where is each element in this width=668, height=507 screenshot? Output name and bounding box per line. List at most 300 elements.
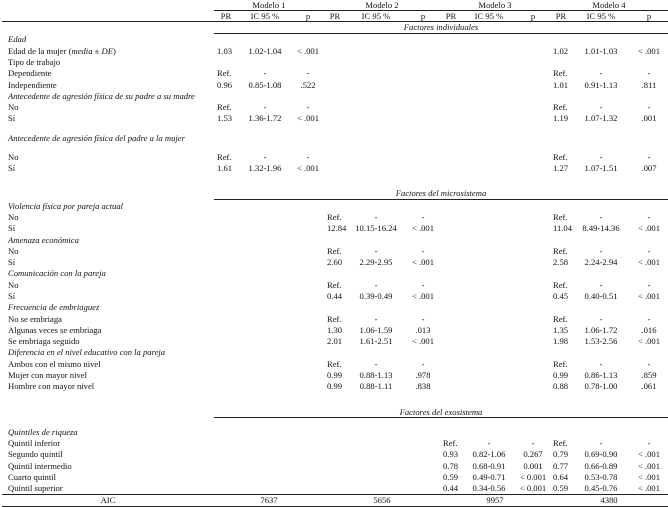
empty-cell bbox=[462, 257, 516, 268]
cell-pr: 12.84 bbox=[327, 223, 347, 234]
cell-ic: - bbox=[599, 152, 603, 163]
table-row bbox=[2, 79, 668, 90]
empty-cell bbox=[238, 325, 292, 336]
cell-ic: 1.07-1.32 bbox=[584, 113, 618, 124]
empty-cell bbox=[238, 460, 292, 471]
cell-ic: 0.68-0.91 bbox=[472, 460, 506, 471]
col-ic: IC 95 % bbox=[238, 11, 292, 22]
cell-p: .001 bbox=[641, 113, 657, 124]
empty-cell bbox=[462, 113, 516, 124]
empty-cell bbox=[324, 460, 346, 471]
cell-ic: - bbox=[374, 313, 378, 324]
cell-ic: 0.82-1.06 bbox=[472, 449, 506, 460]
empty-cell bbox=[214, 438, 238, 449]
empty-cell bbox=[292, 381, 324, 392]
regression-results-table bbox=[2, 0, 668, 507]
row-label: Mujer con mayor nivel bbox=[8, 370, 87, 381]
cell-p: .838 bbox=[415, 381, 431, 392]
empty-cell bbox=[292, 245, 324, 256]
aic-label: AIC bbox=[2, 495, 214, 507]
empty-cell bbox=[324, 483, 346, 495]
empty-cell bbox=[516, 325, 550, 336]
empty-cell bbox=[292, 291, 324, 302]
empty-cell bbox=[292, 212, 324, 223]
empty-cell bbox=[238, 245, 292, 256]
empty-cell bbox=[214, 358, 238, 369]
cell-pr: Ref. bbox=[217, 68, 232, 79]
cell-pr: 0.59 bbox=[553, 483, 569, 494]
blank-cell bbox=[2, 188, 214, 200]
col-p: p bbox=[516, 11, 550, 22]
cell-ic: 1.06-1.72 bbox=[584, 324, 618, 335]
empty-cell bbox=[214, 472, 238, 483]
model-1-header: Modelo 1 bbox=[214, 0, 324, 11]
category-label: Amenaza económica bbox=[8, 234, 79, 245]
label-media: media bbox=[71, 45, 93, 56]
empty-cell bbox=[324, 79, 346, 90]
category-row bbox=[2, 234, 668, 245]
cell-pr: 0.99 bbox=[327, 381, 343, 392]
empty-cell bbox=[516, 358, 550, 369]
row-label: No bbox=[8, 152, 19, 163]
empty-cell bbox=[516, 212, 550, 223]
empty-cell bbox=[346, 113, 406, 124]
section-title-micro: Factores del microsistema bbox=[214, 188, 668, 200]
empty-cell bbox=[238, 438, 292, 449]
cell-p: < .001 bbox=[637, 336, 661, 347]
empty-cell bbox=[440, 113, 462, 124]
aic-value-model-2: 5656 bbox=[324, 495, 440, 507]
row-label: Algunas veces se embriaga bbox=[8, 324, 102, 335]
col-pr: PR bbox=[214, 11, 238, 22]
empty-cell bbox=[406, 460, 440, 471]
col-pr: PR bbox=[324, 11, 346, 22]
table-row bbox=[2, 483, 668, 495]
row-label: Sí bbox=[8, 113, 16, 124]
empty-cell bbox=[462, 223, 516, 234]
cell-ic: - bbox=[599, 437, 603, 448]
row-label: No bbox=[8, 245, 19, 256]
model-4-header: Modelo 4 bbox=[550, 0, 668, 11]
table-row bbox=[2, 257, 668, 268]
empty-cell bbox=[516, 381, 550, 392]
row-label: No se embriaga bbox=[8, 313, 62, 324]
empty-cell bbox=[292, 472, 324, 483]
blank-cell bbox=[2, 22, 214, 34]
cell-pr: 1.53 bbox=[217, 113, 233, 124]
label-prefix: Edad de la mujer ( bbox=[8, 45, 72, 56]
blank-cell bbox=[2, 406, 214, 418]
category-row bbox=[2, 200, 668, 212]
cell-ic: 0.66-0.89 bbox=[584, 460, 618, 471]
cell-ic: 8.49-14.36 bbox=[582, 223, 620, 234]
cell-ic: - bbox=[374, 279, 378, 290]
empty-cell bbox=[214, 325, 238, 336]
cell-ic: 10.15-16.24 bbox=[355, 223, 397, 234]
cell-ic: 1.02-1.04 bbox=[248, 45, 282, 56]
cell-p: - bbox=[647, 437, 651, 448]
cell-pr: 0.44 bbox=[327, 290, 343, 301]
empty-cell bbox=[238, 291, 292, 302]
table-row bbox=[2, 291, 668, 302]
cell-p: - bbox=[421, 211, 425, 222]
row-label: No bbox=[8, 211, 19, 222]
empty-cell bbox=[462, 325, 516, 336]
cell-p: - bbox=[421, 313, 425, 324]
cell-pr: Ref. bbox=[327, 358, 342, 369]
empty-cell bbox=[238, 336, 292, 347]
model-2-header: Modelo 2 bbox=[324, 0, 440, 11]
col-ic: IC 95 % bbox=[572, 11, 630, 22]
empty-cell bbox=[238, 483, 292, 495]
label-suffix: ) bbox=[112, 45, 116, 56]
table-row bbox=[2, 45, 668, 56]
cell-ic: 2.29-2.95 bbox=[359, 257, 393, 268]
cell-p: < .001 bbox=[411, 257, 435, 268]
row-label: Quintil inferior bbox=[8, 437, 61, 448]
empty-cell bbox=[214, 483, 238, 495]
empty-cell bbox=[324, 68, 346, 79]
empty-cell bbox=[516, 79, 550, 90]
empty-cell bbox=[214, 449, 238, 460]
cell-pr: 2.58 bbox=[553, 257, 569, 268]
cell-pr: 0.96 bbox=[217, 79, 233, 90]
empty-cell bbox=[238, 370, 292, 381]
table-row bbox=[2, 358, 668, 369]
cell-p: - bbox=[421, 245, 425, 256]
cell-ic: - bbox=[487, 437, 491, 448]
cell-p: .859 bbox=[641, 370, 657, 381]
row-label: Sí bbox=[8, 290, 16, 301]
cell-ic: 0.69-0.90 bbox=[584, 449, 618, 460]
empty-cell bbox=[214, 223, 238, 234]
empty-cell bbox=[516, 291, 550, 302]
cell-pr: Ref. bbox=[553, 245, 568, 256]
empty-cell bbox=[324, 449, 346, 460]
empty-cell bbox=[346, 438, 406, 449]
table-row bbox=[2, 152, 668, 163]
col-p: p bbox=[406, 11, 440, 22]
cell-pr: Ref. bbox=[553, 279, 568, 290]
cell-pr: 0.44 bbox=[443, 483, 459, 494]
empty-cell bbox=[462, 370, 516, 381]
empty-cell bbox=[440, 257, 462, 268]
empty-cell bbox=[346, 152, 406, 163]
empty-cell bbox=[440, 102, 462, 113]
empty-cell bbox=[346, 483, 406, 495]
cell-p: - bbox=[647, 245, 651, 256]
empty-cell bbox=[292, 358, 324, 369]
cell-pr: Ref. bbox=[553, 211, 568, 222]
table-row bbox=[2, 460, 668, 471]
cell-p: .061 bbox=[641, 381, 657, 392]
table-row bbox=[2, 370, 668, 381]
cell-pr: Ref. bbox=[443, 437, 458, 448]
cell-ic: 1.07-1.51 bbox=[584, 163, 618, 174]
empty-cell bbox=[516, 245, 550, 256]
cell-p: .013 bbox=[415, 324, 431, 335]
cell-pr: 1.98 bbox=[553, 336, 569, 347]
empty-cell bbox=[516, 68, 550, 79]
cell-ic: 1.32-1.96 bbox=[248, 163, 282, 174]
empty-cell bbox=[406, 113, 440, 124]
cell-pr: 1.35 bbox=[553, 324, 569, 335]
cell-pr: 0.93 bbox=[443, 449, 459, 460]
cell-pr: Ref. bbox=[553, 102, 568, 113]
category-row bbox=[2, 268, 668, 279]
empty-cell bbox=[346, 102, 406, 113]
cell-pr: 0.45 bbox=[553, 290, 569, 301]
cell-ic: - bbox=[599, 313, 603, 324]
cell-pr: 0.99 bbox=[553, 370, 569, 381]
row-label: Hombre con mayor nivel bbox=[8, 381, 95, 392]
cell-p: .016 bbox=[641, 324, 657, 335]
empty-cell bbox=[346, 460, 406, 471]
empty-cell bbox=[346, 472, 406, 483]
col-ic: IC 95 % bbox=[346, 11, 406, 22]
cell-ic: 0.39-0.49 bbox=[359, 290, 393, 301]
empty-cell bbox=[238, 223, 292, 234]
empty-cell bbox=[292, 460, 324, 471]
cell-p: < .001 bbox=[637, 460, 661, 471]
cell-ic: 1.53-2.56 bbox=[584, 336, 618, 347]
empty-cell bbox=[214, 313, 238, 324]
empty-cell bbox=[516, 313, 550, 324]
category-label: Diferencia en el nivel educativo con la pareja bbox=[8, 347, 166, 358]
cell-p: < .001 bbox=[637, 471, 661, 482]
cell-pr: 2.01 bbox=[327, 336, 343, 347]
empty-cell bbox=[292, 438, 324, 449]
cell-p: < .001 bbox=[296, 45, 320, 56]
cell-p: .522 bbox=[300, 79, 316, 90]
cell-pr: Ref. bbox=[553, 358, 568, 369]
empty-cell bbox=[214, 370, 238, 381]
cell-ic: 1.06-1.59 bbox=[359, 324, 393, 335]
empty-cell bbox=[324, 102, 346, 113]
cell-ic: 1.01-1.03 bbox=[584, 45, 618, 56]
table-row bbox=[2, 336, 668, 347]
category-label: Frecuencia de embriaguez bbox=[8, 302, 100, 313]
empty-cell bbox=[238, 449, 292, 460]
section-row bbox=[2, 22, 668, 34]
empty-cell bbox=[462, 313, 516, 324]
cell-p: - bbox=[306, 102, 310, 113]
empty-cell bbox=[214, 336, 238, 347]
row-label: Sí bbox=[8, 163, 16, 174]
empty-cell bbox=[214, 460, 238, 471]
empty-cell bbox=[324, 472, 346, 483]
empty-cell bbox=[292, 336, 324, 347]
col-pr: PR bbox=[440, 11, 462, 22]
cell-ic: 0.86-1.13 bbox=[584, 370, 618, 381]
empty-cell bbox=[440, 245, 462, 256]
empty-cell bbox=[346, 163, 406, 174]
aic-value-model-1: 7637 bbox=[214, 495, 324, 507]
cell-p: < 0.001 bbox=[519, 483, 547, 494]
empty-cell bbox=[238, 257, 292, 268]
subheading-row bbox=[2, 57, 668, 68]
empty-cell bbox=[238, 313, 292, 324]
empty-cell bbox=[238, 358, 292, 369]
empty-cell bbox=[440, 212, 462, 223]
cell-ic: 2.24-2.94 bbox=[584, 257, 618, 268]
cell-ic: - bbox=[599, 245, 603, 256]
cell-ic: 0.34-0.56 bbox=[472, 483, 506, 494]
cell-p: < .001 bbox=[637, 483, 661, 494]
empty-cell bbox=[462, 212, 516, 223]
empty-cell bbox=[292, 257, 324, 268]
empty-cell bbox=[462, 381, 516, 392]
empty-cell bbox=[292, 279, 324, 290]
empty-cell bbox=[346, 68, 406, 79]
cell-p: - bbox=[647, 279, 651, 290]
category-row bbox=[2, 34, 668, 46]
empty-cell bbox=[516, 163, 550, 174]
column-header-row bbox=[2, 11, 668, 22]
row-label: Independiente bbox=[8, 79, 57, 90]
table-row bbox=[2, 212, 668, 223]
table-row bbox=[2, 113, 668, 124]
row-label: Quintil intermedio bbox=[8, 460, 72, 471]
cell-pr: Ref. bbox=[327, 211, 342, 222]
empty-cell bbox=[214, 212, 238, 223]
empty-cell bbox=[214, 257, 238, 268]
cell-pr: 0.59 bbox=[443, 471, 459, 482]
empty-cell bbox=[516, 102, 550, 113]
empty-cell bbox=[292, 325, 324, 336]
cell-p: - bbox=[306, 152, 310, 163]
empty-cell bbox=[324, 113, 346, 124]
cell-pr: 1.01 bbox=[553, 79, 569, 90]
empty-cell bbox=[462, 102, 516, 113]
empty-cell bbox=[406, 483, 440, 495]
table-row bbox=[2, 279, 668, 290]
empty-cell bbox=[462, 152, 516, 163]
empty-cell bbox=[440, 313, 462, 324]
cell-p: .978 bbox=[415, 370, 431, 381]
category-label: Quintiles de riqueza bbox=[8, 426, 78, 437]
empty-cell bbox=[440, 163, 462, 174]
row-label: No bbox=[8, 102, 19, 113]
row-label: Segundo quintil bbox=[8, 449, 63, 460]
empty-cell bbox=[406, 449, 440, 460]
empty-cell bbox=[238, 279, 292, 290]
cell-p: .811 bbox=[641, 79, 657, 90]
empty-cell bbox=[440, 152, 462, 163]
empty-cell bbox=[440, 291, 462, 302]
label-pm: ± bbox=[92, 45, 102, 56]
label-de: DE bbox=[101, 45, 113, 56]
cell-pr: Ref. bbox=[553, 313, 568, 324]
cell-ic: 0.78-1.00 bbox=[584, 381, 618, 392]
empty-cell bbox=[406, 163, 440, 174]
cell-pr: 0.64 bbox=[553, 471, 569, 482]
cell-ic: - bbox=[263, 152, 267, 163]
cell-ic: 1.61-2.51 bbox=[359, 336, 393, 347]
table-row bbox=[2, 163, 668, 174]
empty-cell bbox=[516, 113, 550, 124]
category-row bbox=[2, 302, 668, 313]
cell-pr: Ref. bbox=[553, 152, 568, 163]
table-row bbox=[2, 472, 668, 483]
cell-ic: 0.49-0.71 bbox=[472, 471, 506, 482]
empty-cell bbox=[292, 370, 324, 381]
cell-pr: 1.30 bbox=[327, 324, 343, 335]
empty-cell bbox=[406, 472, 440, 483]
cell-ic: 0.88-1.13 bbox=[359, 370, 393, 381]
table-row bbox=[2, 223, 668, 234]
table-row bbox=[2, 313, 668, 324]
col-ic: IC 95 % bbox=[462, 11, 516, 22]
cell-ic: - bbox=[374, 245, 378, 256]
row-label-edad-mujer bbox=[2, 45, 214, 56]
cell-ic: - bbox=[599, 211, 603, 222]
category-label: Violencia física por pareja actual bbox=[8, 200, 124, 211]
category-label: Antecedente de agresión física del padre a la mujer bbox=[8, 132, 185, 143]
empty-cell bbox=[462, 79, 516, 90]
cell-ic: - bbox=[599, 102, 603, 113]
col-pr: PR bbox=[550, 11, 572, 22]
empty-cell bbox=[406, 68, 440, 79]
table-row bbox=[2, 449, 668, 460]
empty-cell bbox=[324, 438, 346, 449]
section-row bbox=[2, 188, 668, 200]
empty-cell bbox=[406, 438, 440, 449]
cell-p: - bbox=[531, 437, 535, 448]
section-row bbox=[2, 406, 668, 418]
cell-pr: 0.77 bbox=[553, 460, 569, 471]
cell-pr: Ref. bbox=[553, 437, 568, 448]
empty-cell bbox=[440, 336, 462, 347]
cell-ic: 0.45-0.76 bbox=[584, 483, 618, 494]
empty-cell bbox=[462, 336, 516, 347]
empty-cell bbox=[440, 325, 462, 336]
model-3-header: Modelo 3 bbox=[440, 0, 550, 11]
empty-cell bbox=[406, 152, 440, 163]
row-label: Sí bbox=[8, 257, 16, 268]
aic-row bbox=[2, 495, 668, 507]
cell-ic: 0.53-0.78 bbox=[584, 471, 618, 482]
empty-cell bbox=[324, 163, 346, 174]
cell-p: - bbox=[647, 68, 651, 79]
cell-p: < .001 bbox=[296, 113, 320, 124]
cell-p: - bbox=[421, 358, 425, 369]
cell-pr: 1.19 bbox=[553, 113, 569, 124]
empty-cell bbox=[214, 245, 238, 256]
empty-cell bbox=[214, 279, 238, 290]
cell-p: < .001 bbox=[296, 163, 320, 174]
empty-cell bbox=[440, 68, 462, 79]
empty-cell bbox=[516, 279, 550, 290]
empty-cell bbox=[238, 381, 292, 392]
empty-cell bbox=[462, 68, 516, 79]
category-row bbox=[2, 132, 668, 143]
empty-cell bbox=[440, 370, 462, 381]
category-row bbox=[2, 426, 668, 437]
blank-header-cell bbox=[2, 0, 214, 11]
table-row bbox=[2, 381, 668, 392]
empty-cell bbox=[406, 79, 440, 90]
cell-p: .007 bbox=[641, 163, 657, 174]
col-p: p bbox=[630, 11, 668, 22]
cell-p: < .001 bbox=[637, 223, 661, 234]
cell-ic: - bbox=[374, 211, 378, 222]
empty-cell bbox=[462, 245, 516, 256]
category-row bbox=[2, 90, 668, 101]
section-title-exo: Factores del exosistema bbox=[214, 406, 668, 418]
empty-cell bbox=[462, 291, 516, 302]
empty-cell bbox=[292, 483, 324, 495]
